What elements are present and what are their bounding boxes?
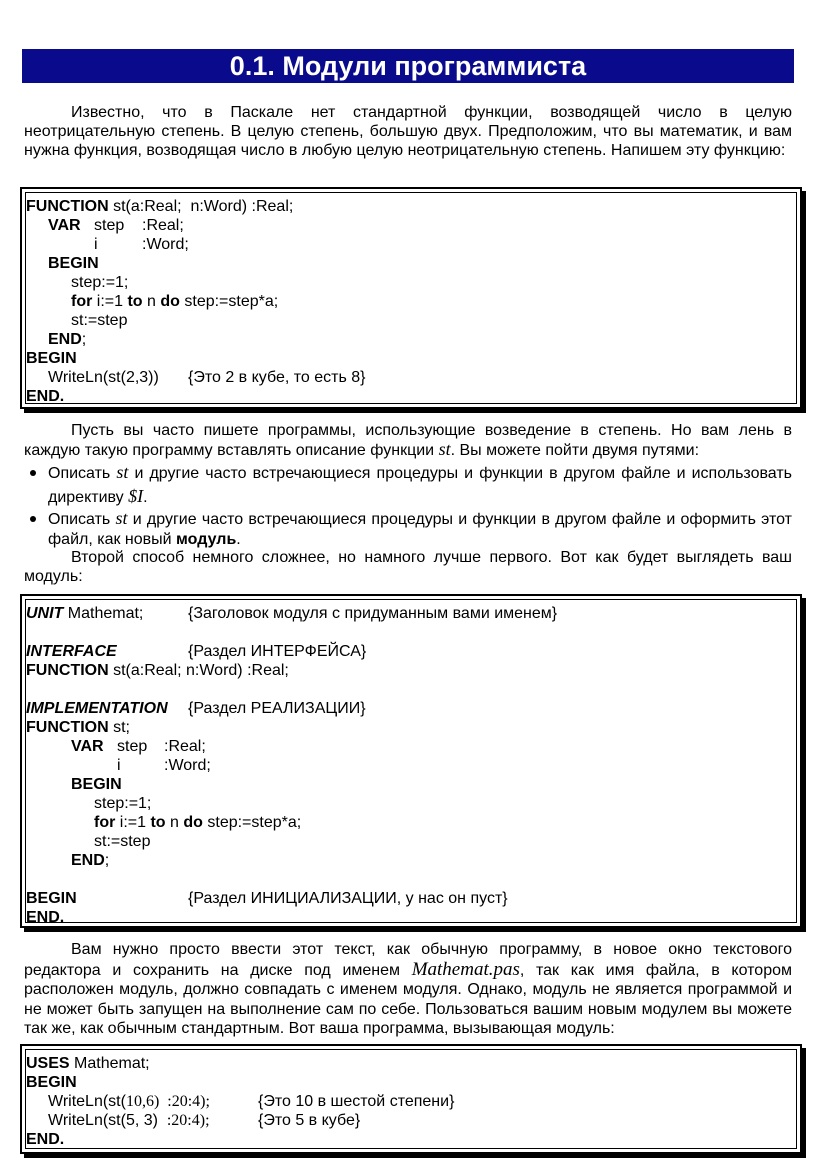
code-text: :Real; bbox=[164, 738, 206, 755]
directive-name: $I bbox=[128, 486, 144, 506]
code-keyword: VAR bbox=[48, 217, 81, 234]
code-keyword: VAR bbox=[71, 738, 104, 755]
code-text: i:=1 bbox=[115, 814, 151, 831]
code-keyword: do bbox=[183, 814, 203, 831]
list-text: . bbox=[236, 531, 241, 548]
bullet-icon bbox=[30, 516, 36, 522]
code-keyword: to bbox=[127, 293, 143, 310]
code-comment: {Это 5 в кубе} bbox=[258, 1112, 361, 1129]
code-keyword: for bbox=[71, 293, 93, 310]
code-comment: {Это 2 в кубе, то есть 8} bbox=[188, 369, 366, 386]
list-text: Описать bbox=[48, 465, 117, 482]
code-comment: {Раздел РЕАЛИЗАЦИИ} bbox=[188, 700, 366, 717]
paragraph-text: Пусть вы часто пишете программы, использующие возведение в степень. Но вам лень в каждую такую программу вставлять описание функции bbox=[24, 422, 792, 459]
paragraph-text: , так как имя файла, в котором расположен модуль, должно совпадать с именем модуля. Однако, модуль не является программой и не может быть запущен на выполнение сам по себе. Пользоваться вашим новым модулем вы можете так же, как обычным стандартным. Вот ваша программа, вызывающая модуль: bbox=[24, 961, 793, 1037]
code-keyword: END. bbox=[26, 909, 65, 926]
module-word: модуль bbox=[176, 531, 237, 548]
code-keyword: UNIT bbox=[26, 605, 64, 622]
code-block-function bbox=[20, 187, 802, 409]
code-keyword: END bbox=[48, 331, 82, 348]
code-keyword: FUNCTION bbox=[26, 662, 109, 679]
code-text: i bbox=[94, 236, 98, 253]
code-keyword: BEGIN bbox=[48, 255, 99, 272]
code-keyword: BEGIN bbox=[26, 890, 77, 907]
code-text: st(a:Real; n:Word) :Real; bbox=[108, 198, 294, 215]
code-text: step:=step*a; bbox=[179, 293, 279, 310]
code-keyword: FUNCTION bbox=[26, 719, 109, 736]
file-name: Mathemat.pas bbox=[411, 958, 520, 980]
code-keyword: BEGIN bbox=[26, 350, 77, 367]
code-text: i bbox=[117, 757, 121, 774]
code-text: n bbox=[165, 814, 184, 831]
code-block-unit bbox=[20, 594, 802, 928]
code-text: 10,6) :20:4); bbox=[125, 1093, 210, 1110]
code-text: step:=1; bbox=[94, 795, 152, 812]
code-keyword: to bbox=[150, 814, 166, 831]
code-keyword: END bbox=[71, 852, 105, 869]
code-keyword: END. bbox=[26, 1131, 65, 1148]
code-text: Mathemat; bbox=[69, 1055, 150, 1072]
paragraph-text: Вам нужно просто ввести этот текст, как обычную программу, в новое окно текстового редактора и сохранить на диске под именем bbox=[24, 941, 792, 979]
code-comment: {Это 10 в шестой степени} bbox=[258, 1093, 455, 1110]
code-keyword: USES bbox=[26, 1055, 70, 1072]
list-text: Описать bbox=[48, 511, 116, 528]
paragraph-two-ways bbox=[24, 421, 792, 460]
intro-paragraph: Известно, что в Паскале нет стандартной функции, возводящей число в целую неотрицательную степень. В целую степень, большую двух. Предположим, что вы математик, и вам нужна функция, возводящая число в любую целую неотрицательную степень. Напишем эту функцию: bbox=[24, 104, 792, 159]
code-text: WriteLn(st(5, 3) bbox=[48, 1112, 167, 1129]
code-text: st; bbox=[108, 719, 130, 736]
code-comment: {Раздел ИНТЕРФЕЙСА} bbox=[188, 643, 367, 660]
list-item bbox=[24, 461, 792, 509]
code-text: st:=step bbox=[94, 833, 151, 850]
code-text: :20:4); bbox=[166, 1112, 210, 1129]
function-name: st bbox=[438, 439, 451, 459]
code-text: Mathemat; bbox=[63, 605, 144, 622]
code-text: WriteLn(st( bbox=[48, 1093, 126, 1110]
paragraph-save-module bbox=[24, 940, 792, 1039]
paragraph-text: . Вы можете пойти двумя путями: bbox=[450, 442, 700, 459]
list-text: и другие часто встречающиеся процедуры и функции в другом файле и использовать директиву bbox=[48, 465, 792, 506]
code-text: step bbox=[117, 738, 148, 755]
code-text: n bbox=[142, 293, 161, 310]
code-text: ; bbox=[81, 331, 87, 348]
code-keyword: END. bbox=[26, 388, 65, 405]
code-keyword: FUNCTION bbox=[26, 198, 109, 215]
bullet-icon bbox=[30, 470, 36, 476]
function-name: st bbox=[116, 462, 129, 482]
code-keyword: BEGIN bbox=[26, 1074, 77, 1091]
code-keyword: BEGIN bbox=[71, 776, 122, 793]
list-text: . bbox=[143, 489, 148, 506]
code-text: :Word; bbox=[142, 236, 189, 253]
code-keyword: IMPLEMENTATION bbox=[26, 700, 168, 717]
paragraph-second-way: Второй способ немного сложнее, но намного лучше первого. Вот как будет выглядеть ваш модуль: bbox=[24, 549, 792, 585]
code-text: ; bbox=[104, 852, 110, 869]
code-text: step:=1; bbox=[71, 274, 129, 291]
code-comment: {Заголовок модуля с придуманным вами именем} bbox=[188, 605, 558, 622]
code-text: step bbox=[94, 217, 125, 234]
code-text: i:=1 bbox=[92, 293, 128, 310]
page-title: 0.1. Модули программиста bbox=[22, 49, 794, 83]
list-item bbox=[24, 508, 792, 550]
code-block-uses bbox=[20, 1044, 802, 1154]
function-name: st bbox=[115, 508, 128, 528]
code-text: WriteLn(st(2,3)) bbox=[48, 369, 159, 386]
code-text: :Word; bbox=[164, 757, 211, 774]
list-text: и другие часто встречающиеся процедуры и функции в другом файле и оформить этот файл, как новый bbox=[48, 511, 793, 548]
code-keyword: INTERFACE bbox=[26, 643, 117, 660]
code-keyword: do bbox=[160, 293, 180, 310]
code-text: :Real; bbox=[142, 217, 184, 234]
code-text: st:=step bbox=[71, 312, 128, 329]
code-text: step:=step*a; bbox=[202, 814, 302, 831]
code-comment: {Раздел ИНИЦИАЛИЗАЦИИ, у нас он пуст} bbox=[188, 890, 508, 907]
code-text: st(a:Real; n:Word) :Real; bbox=[108, 662, 289, 679]
code-keyword: for bbox=[94, 814, 116, 831]
